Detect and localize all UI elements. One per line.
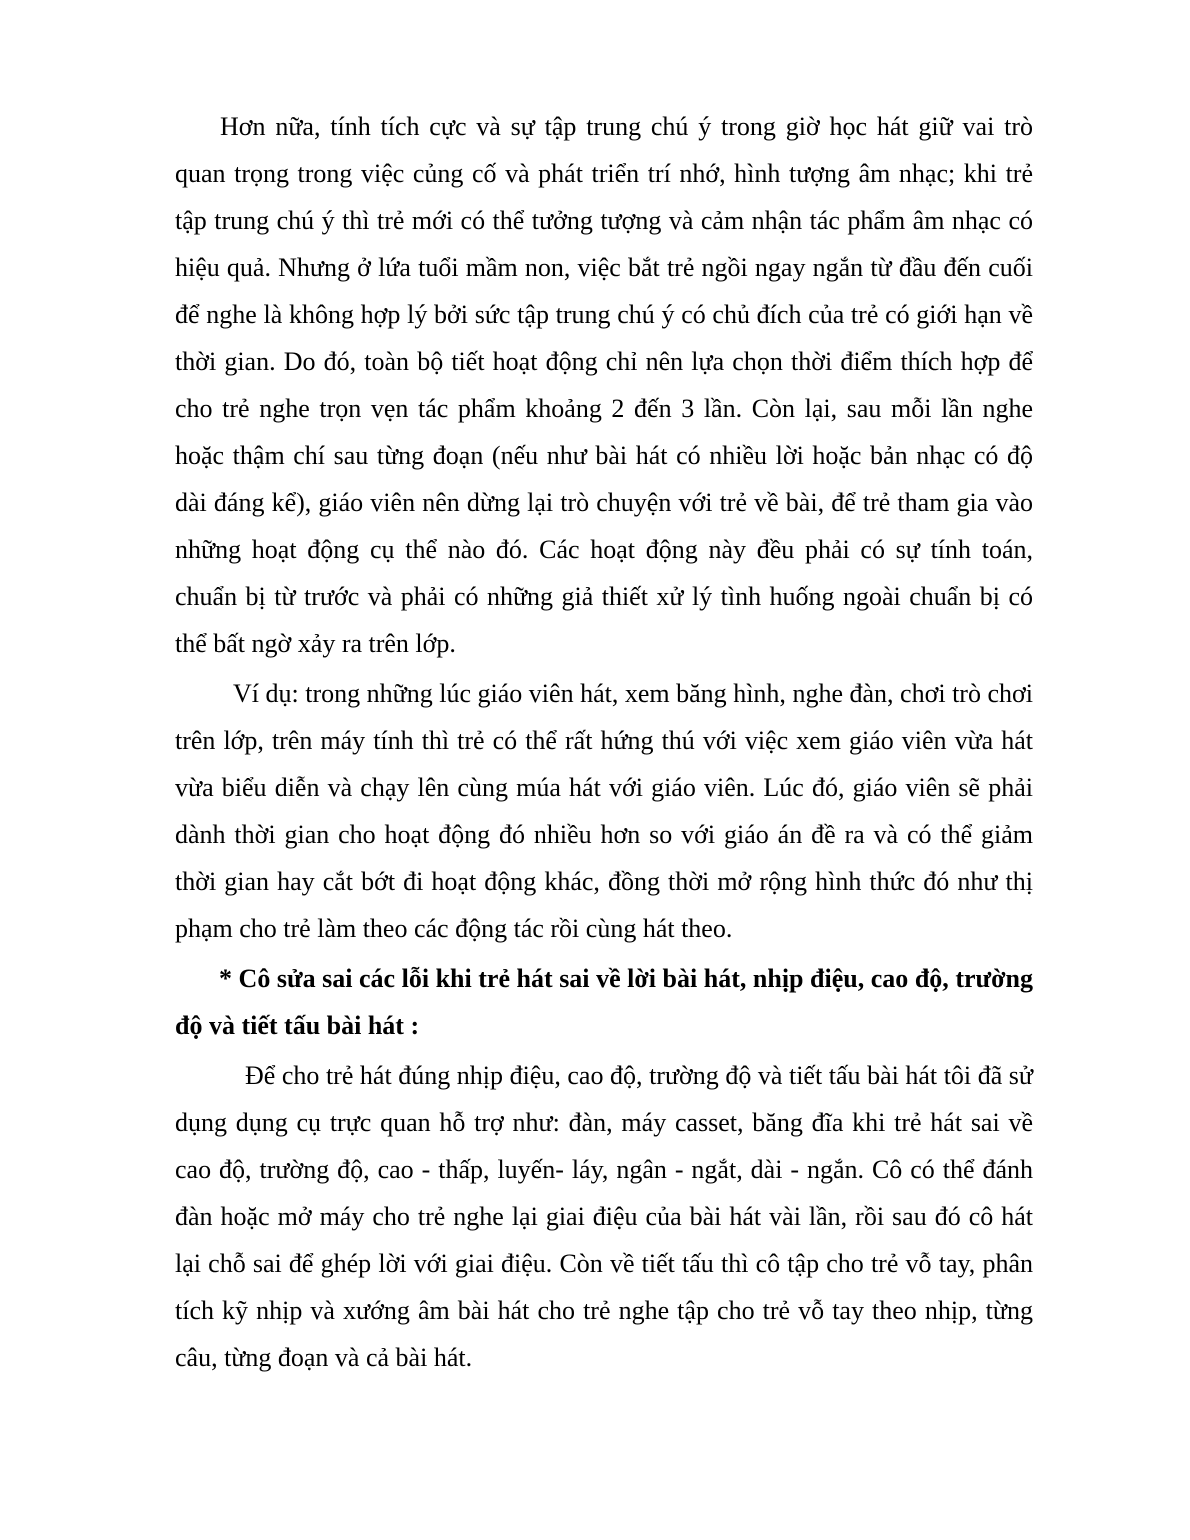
paragraph-example: Ví dụ: trong những lúc giáo viên hát, xem băng hình, nghe đàn, chơi trò chơi trên lớp, trên máy tính thì trẻ có thể rất hứng thú với việc xem giáo viên vừa hát vừa biểu diễn và chạy lên cùng múa hát với giáo viên. Lúc đó, giáo viên sẽ phải dành thời gian cho hoạt động đó nhiều hơn so với giáo án đề ra và có thể giảm thời gian hay cắt bớt đi hoạt động khác, đồng thời mở rộng hình thức đó như thị phạm cho trẻ làm theo các động tác rồi cùng hát theo. [175, 679, 1033, 943]
paragraph-correction-method: Để cho trẻ hát đúng nhịp điệu, cao độ, trường độ và tiết tấu bài hát tôi đã sử dụng dụng cụ trực quan hỗ trợ như: đàn, máy casset, băng đĩa khi trẻ hát sai về cao độ, trường độ, cao - thấp, luyến- láy, ngân - ngắt, dài - ngắn. Cô có thể đánh đàn hoặc mở máy cho trẻ nghe lại giai điệu của bài hát vài lần, rồi sau đó cô hát lại chỗ sai để ghép lời với giai điệu. Còn về tiết tấu thì cô tập cho trẻ vỗ tay, phân tích kỹ nhịp và xướng âm bài hát cho trẻ nghe tập cho trẻ vỗ tay theo nhịp, từng câu, từng đoạn và cả bài hát. [175, 1061, 1033, 1372]
paragraph-focus-attention: Hơn nữa, tính tích cực và sự tập trung chú ý trong giờ học hát giữ vai trò quan trọng trong việc củng cố và phát triển trí nhớ, hình tượng âm nhạc; khi trẻ tập trung chú ý thì trẻ mới có thể tưởng tượng và cảm nhận tác phẩm âm nhạc có hiệu quả. Nhưng ở lứa tuổi mầm non, việc bắt trẻ ngồi ngay ngắn từ đầu đến cuối để nghe là không hợp lý bởi sức tập trung chú ý có chủ đích của trẻ có giới hạn về thời gian. Do đó, toàn bộ tiết hoạt động chỉ nên lựa chọn thời điểm thích hợp để cho trẻ nghe trọn vẹn tác phẩm khoảng 2 đến 3 lần. Còn lại, sau mỗi lần nghe hoặc thậm chí sau từng đoạn (nếu như bài hát có nhiều lời hoặc bản nhạc có độ dài đáng kể), giáo viên nên dừng lại trò chuyện với trẻ về bài, để trẻ tham gia vào những hoạt động cụ thể nào đó. Các hoạt động này đều phải có sự tính toán, chuẩn bị từ trước và phải có những giả thiết xử lý tình huống ngoài chuẩn bị có thể bất ngờ xảy ra trên lớp. [175, 112, 1033, 658]
document-page [175, 103, 1033, 1384]
section-heading-error-correction: * Cô sửa sai các lỗi khi trẻ hát sai về lời bài hát, nhịp điệu, cao độ, trường độ và tiết tấu bài hát : [175, 964, 1033, 1040]
